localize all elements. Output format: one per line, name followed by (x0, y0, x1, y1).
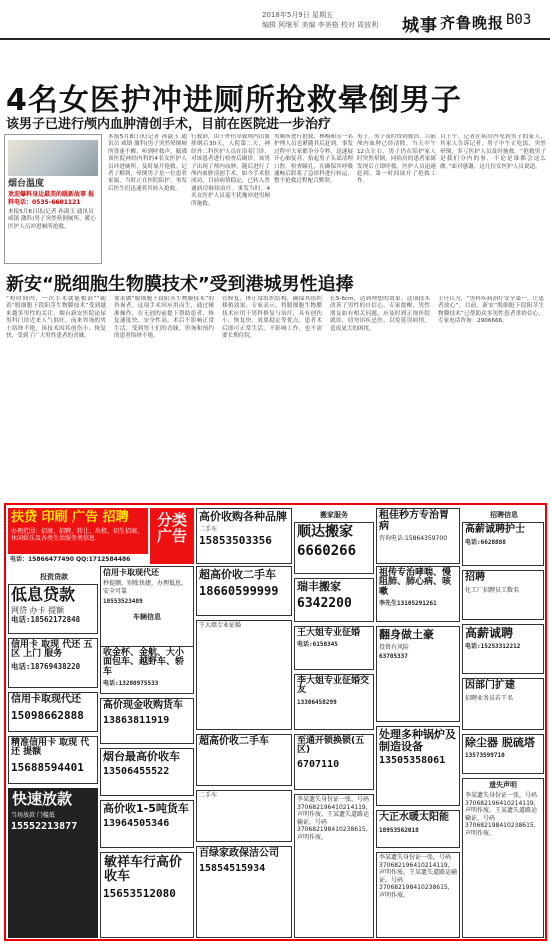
spacer (4, 266, 102, 268)
story2-col4: 长5-6cm，达到理想的效果。这项技术改善了男性的自信心，专家提醒，男性朋友如有相关问题，应及时到正规医院就诊，切勿讳疾忌医，以免延误病情，造成更大的困扰。 (330, 296, 430, 332)
cat-zhaopin: 招聘信息 (490, 511, 518, 519)
ad-banner (8, 508, 148, 554)
paper-logo: 齐鲁晚报 (440, 14, 505, 32)
story2-col2: 要求做“脱细胞下段阳茎生物膜技术”的咨询者，这项手术因应用而生，通过精准操作，在无创的前提下帮助患者，恢复速度快，安全性高，术后不影响正常生活，受到男士们的青睐，咨询和预约的患者络绎不绝。 (114, 296, 214, 340)
ad-placeholder-mid: 王大姐专业征婚 (196, 620, 292, 730)
ad-li: 李大姐专业征婚交友 13306458299 (294, 674, 374, 730)
section-name: 城事 (402, 16, 438, 36)
cat-touzi: 投资贷款 (40, 573, 68, 581)
ad-zuche1: 租佳秒方专治胃病 咨询电话:15864359700 (376, 508, 460, 564)
ad-right4: 因部门扩建 招聘业务员若干名 (462, 678, 544, 730)
ad-right3: 高薪诚聘 电话:15253312212 (462, 624, 544, 674)
box-header: 烟台温度 (8, 179, 45, 189)
main-headline: 4名女医护冲进厕所抢救晕倒男子 (6, 83, 462, 118)
story1-col4: 男子，男子及时得到救治，目前颅内血肿已经清除。当天中午12点左右，男子仍在陪护家人时突然晕倒，同病房的患者家属发现后立即呼救，医护人员迅速赶到，第一时间展开了抢救工作。 (357, 134, 436, 185)
box-text: 本报5月8日讯(记者 孙淑玉 通讯员 咸镇 激科)男子突然晕倒厕所，暖心医护人员冲进厕所抢救。 (8, 209, 96, 230)
story2-col3: 管修复，体正常组织结构，确保其组织移植效果，专家表示，将脱细胞生物膜技术应用于男科修复与治疗，具有创伤小、恢复快、效果稳定等优点，患者术后即可正常生活，不影响工作，也不需要长期住院。 (222, 296, 322, 340)
ad-pipe: 至通开锁换锁(五区) 6707110 (294, 734, 374, 790)
notice-title: 遗失声明 (489, 781, 517, 789)
ad-zuche2: 祖传专治哮喘、慢阻肺、肺心病、咳嗽 李先生13105291261 (376, 566, 460, 622)
ad-notice-small: 李某遗失身份证一张，号码370682196410214119，声明作废。王某遗失道路运输证，号码370682198410238615，声明作废。 (294, 794, 374, 938)
ad-truck2: 烟台最高价收车 13506455522 (100, 748, 194, 796)
ad-right2: 招聘 化工厂招聘员工数名 (462, 570, 544, 620)
story1-col1: 本报5月8日讯(记者 孙淑玉 通讯员 咸镇 激科)男子突然晕倒厕所昏迷不醒，听到呼救声，毓璜顶医院神经内科的4名女医护人员冲进厕所，及时展开抢救。记者了解到，晕倒男子是一位患者家属，当时正在医院陪护，事发后医生们迅速将其转入抢救。 (108, 134, 187, 192)
ad-shunda: 顺达搬家 6660266 (294, 522, 374, 574)
banner-phone: 电话：15866477490 QQ:1712584486 (8, 555, 148, 565)
banner-sub: 办理范围：招商、招聘、转让、出租、招生招商、休闲娱乐及各类生活服务类信息 (11, 527, 144, 543)
ad-wrist: 大正水暖太阳能 18953562018 (376, 810, 460, 848)
photo-image (8, 140, 98, 176)
ad-shouche: 收金杯、金航、大小面包车、越野车、轿车 电话:13280975533 (100, 646, 194, 694)
page-header (0, 0, 550, 40)
editor-line: 编辑 阿继军 美编 李美格 校对 周波利 (262, 21, 379, 29)
ad-used2: 超高价收二手车 18660599999 (196, 566, 292, 616)
ad-ruifeng: 瑞丰搬家 6342200 (294, 578, 374, 622)
story1-col3: 男厕所进行抢救，林梅和另一名护理人员也紧随其后赶到。事发过程中大家都争分夺秒，迅速展开心肺复苏，抬起男子头部清理口腔，检查瞳孔，在确保其呼吸通畅后联系了急诊科进行转运，整个抢救过程配合默契。 (274, 134, 353, 185)
story1-col2: 行救治，由于外伤导致颅内出血摔倒后30天，人院第二天，神经外二科医护人员在沿着门诊，对该患者进行检查后确诊，该男子出现了颅内血肿，随后进行了颅内血肿清创手术，如今手术很成功，目前病情稳定，已转入普通病房继续治疗。事发当时，4名女医护人员毫不犹豫冲进男厕所施救。 (191, 134, 270, 207)
ad-wang: 王大姐专业征婚 电话:6150345 (294, 626, 374, 670)
ad-truck1: 高价现金收购货车 13863811919 (100, 698, 194, 744)
page-number: B03 (506, 12, 532, 28)
cat-jiazheng: 搬家服务 (320, 511, 348, 519)
ad-misc: 李某遗失身份证一张，号码370682196410214119，声明作废。王某遗失道路运输证，号码370682198410238615，声明作废。 (376, 852, 460, 938)
ad-truck3: 高价收1-5吨货车 13964505346 (100, 800, 194, 848)
ad-quick-loan: 快速放款 当场放款 门槛低 15552213877 (8, 788, 98, 938)
ad-truck4: 敏祥车行高价收车 15653512080 (100, 852, 194, 938)
ad-guo: 翻身做土豪 投资有风险 63705337 (376, 626, 460, 722)
date-line: 2018年5月9日 星期五 (262, 11, 333, 19)
box-red-note: 欢迎爆料身边最美的暖新故事 报料电话：0535-6601121 (8, 191, 95, 206)
ad-water: 处理多种锅炉及制造设备 13505358061 (376, 726, 460, 806)
ad-right5: 除尘器 脱硫塔 13573599710 (462, 734, 544, 774)
notice-body: 李某遗失身份证一张，号码370682196410214119，声明作废。王某遗失道路运输证，号码370682198410238615，声明作废。 (465, 792, 540, 837)
main-subheadline: 该男子已进行颅内血肿清创手术，目前在医院进一步治疗 (6, 117, 332, 132)
ad-card1: 信用卡 取现 代还 五区 上门 服务 电话:18769438220 (8, 638, 98, 688)
ad-notice (462, 778, 544, 938)
story2-col1: “短时间内，一次手术就能根治”“随着“脱细胞下段阳茎生物膜技术”受到越来越多男性的关注，烟台新安医院泌尿男科门诊近来人气很旺，前来咨询的男士络绎不绝，该技术因其创伤小、恢复快，受到了广大男性患者的青睐。 (6, 296, 106, 340)
ad-right1: 高薪诚聘护士 电话:6628888 (462, 522, 544, 566)
ad-used1: 高价收购各种品牌 二手车 15853503356 (196, 508, 292, 564)
ad-card3: 精准信用卡 取现 代还 提额 15688594401 (8, 736, 98, 784)
ad-loan1: 低息贷款 网贷 办卡 提额 电话:18562172848 (8, 584, 98, 634)
header-meta (262, 10, 378, 30)
sidebar-box (4, 134, 102, 264)
ad-yantai-cargo: 超高价收二手车 (196, 734, 292, 786)
ad-shanghai: 二手车 (196, 790, 292, 842)
banner-title: 扶贷 印刷 广告 招聘 (11, 510, 129, 525)
fenlei-logo: 分类广告 (150, 508, 194, 564)
ad-xinyong: 信用卡取现代还 秒提额，别账快捷，办理低息，安全可靠 18553523489 车辆信息 (100, 566, 194, 676)
cat-chejia: 车辆信息 (133, 613, 161, 622)
story1-col5: 目上午，记者在病房内见到男子的家人，其家人告诉记者，男子中午正吃饭，突然晕倒，多亏医护人员及时施救。“抢救男子是我们分内的事，不论是谁都会这么做。”面对感谢，这几位女医护人员说道。 (440, 134, 546, 170)
story2-col5: 主任认为，“男科疾病治疗安全第一，让患者放心”，目前，新安“脱细胞下段阳茎生物膜技术”已帮助众多男性患者重拾信心，专家电话咨询：2906666。 (438, 296, 544, 325)
ad-card2: 信用卡取现代还 15098662888 (8, 692, 98, 732)
secondary-headline: 新安“脱细胞生物膜技术”受到港城男性追捧 (6, 274, 354, 295)
ad-baojie: 百绿家政保洁公司 15854515934 (196, 846, 292, 938)
